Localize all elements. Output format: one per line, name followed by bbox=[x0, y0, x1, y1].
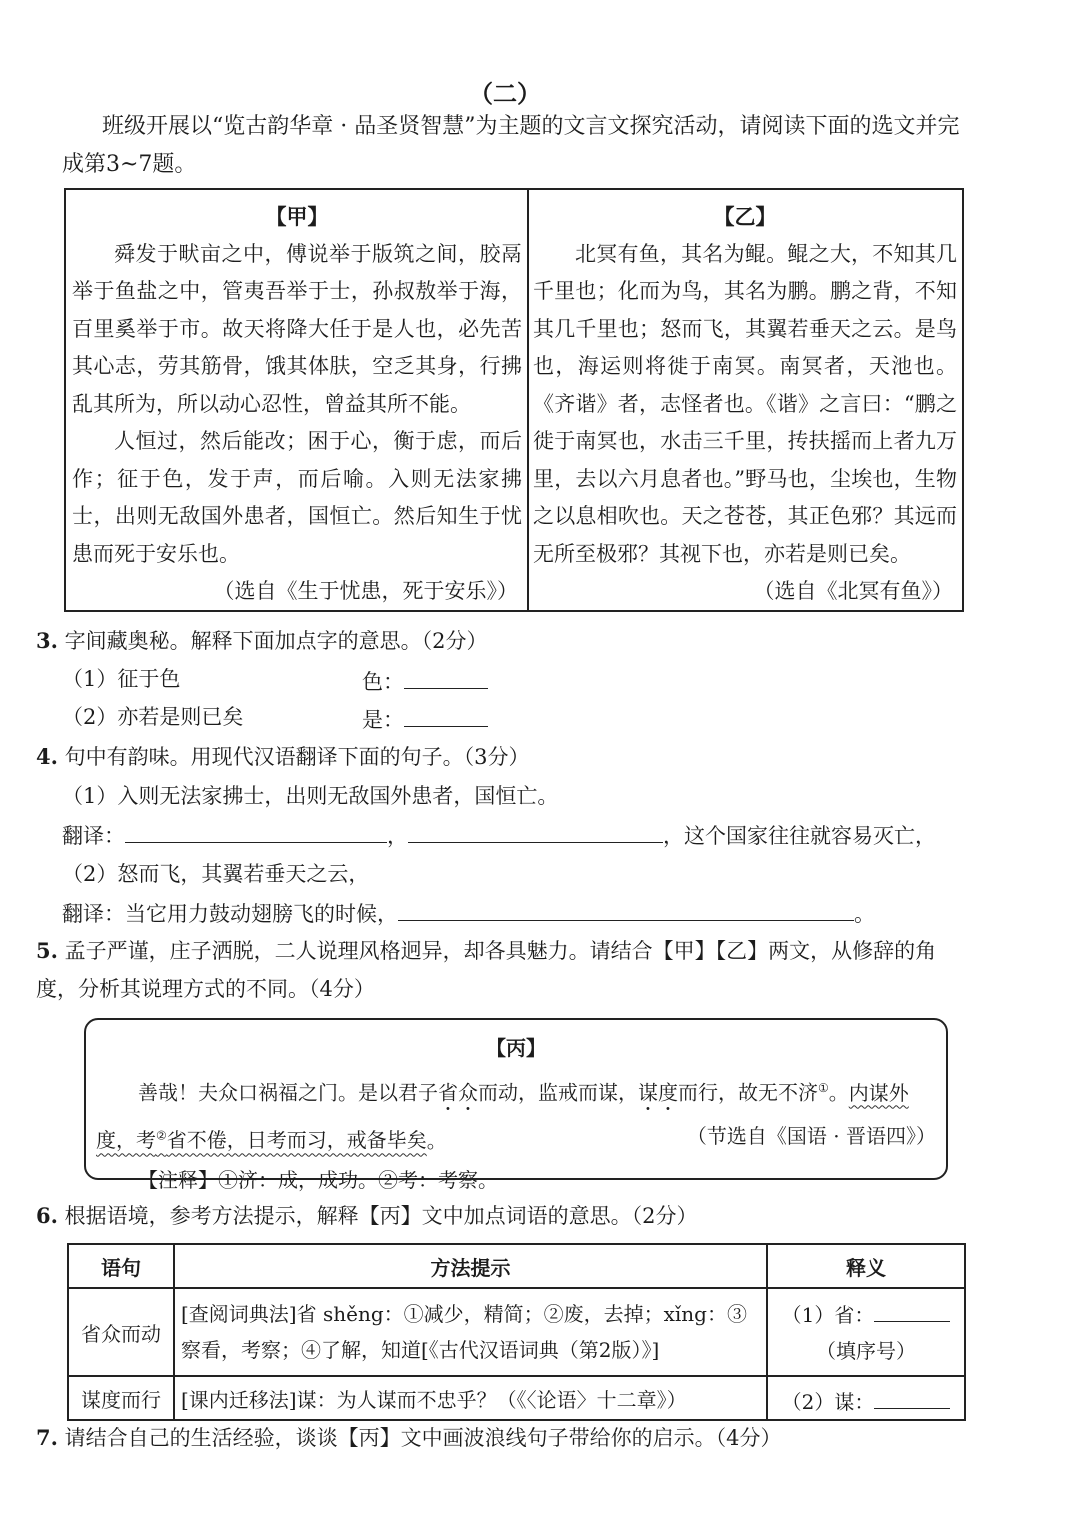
intro-text: 班级开展以“览古韵华章 · 品圣贤智慧”为主题的文言文探究活动，请阅读下面的选文并完成第3~7题。 bbox=[62, 114, 960, 177]
passage-bing bbox=[96, 1028, 936, 1200]
bing-text-e: 。 bbox=[426, 1128, 447, 1153]
question-6 bbox=[36, 1197, 976, 1235]
passage-bing-text bbox=[96, 1068, 936, 1160]
question-3-number: 3. bbox=[36, 628, 58, 653]
q4-translation2 bbox=[62, 894, 962, 933]
q4-translation2-end: 。 bbox=[854, 902, 875, 926]
header-sentence: 语句 bbox=[68, 1244, 174, 1288]
row1-hint: [查阅词典法]省 shěng：①减少，精简；②废，去掉；xǐng：③察看，考察；④了解，知道[《古代汉语词典（第2版）》] bbox=[174, 1288, 767, 1376]
q4-translation1-tail: ，这个国家往往就容易灭亡， bbox=[663, 824, 936, 848]
q3-answer1 bbox=[362, 662, 488, 701]
row1-answer bbox=[767, 1288, 965, 1376]
q3-item1: （1）征于色 bbox=[62, 667, 181, 691]
column-divider bbox=[527, 190, 529, 610]
q3-answer1-label: 色： bbox=[362, 670, 404, 694]
question-4-text: 句中有韵味。用现代汉语翻译下面的句子。（3分） bbox=[64, 745, 530, 769]
bing-text-c: 而行，故无不济 bbox=[678, 1080, 818, 1105]
table-row bbox=[68, 1288, 965, 1376]
row2-hint: [课内迁移法]谋：为人谋而不忠乎？（《〈论语〉十二章》） bbox=[174, 1376, 767, 1420]
header-hint: 方法提示 bbox=[174, 1244, 767, 1288]
bing-text-d: 。 bbox=[828, 1080, 849, 1105]
bing-dotted-word-1: 省众 bbox=[438, 1080, 478, 1105]
question-4-number: 4. bbox=[36, 744, 58, 769]
section-title: （二） bbox=[469, 79, 541, 108]
passage-bing-box bbox=[84, 1018, 948, 1193]
bing-text-b: 而动，监戒而谋， bbox=[478, 1080, 638, 1105]
passage-jia-para2: 人恒过，然后能改；困于心，衡于虑，而后作；征于色，发于声，而后喻。入则无法家拂士，出则无敌国外患者，国恒亡。然后知生于忧患而死于安乐也。 bbox=[72, 429, 522, 566]
row2-answer-label: （2）谋： bbox=[781, 1389, 875, 1414]
question-4 bbox=[36, 738, 976, 776]
q4-item2: （2）怒而飞，其翼若垂天之云， bbox=[62, 862, 370, 886]
bing-wavy-a: 内谋外度，考 bbox=[96, 1080, 909, 1153]
question-5-number: 5. bbox=[36, 938, 58, 963]
question-5 bbox=[36, 932, 976, 1008]
q3-answer2 bbox=[362, 700, 488, 739]
passage-yi-source: （选自《北冥有鱼》） bbox=[753, 579, 953, 603]
bing-dotted-word-2: 谋度 bbox=[638, 1080, 678, 1105]
q4-translation1 bbox=[62, 816, 962, 855]
passage-yi-para1: 北冥有鱼，其名为鲲。鲲之大，不知其几千里也；化而为鸟，其名为鹏。鹏之背，不知其几千里也；怒而飞，其翼若垂天之云。是鸟也，海运则将徙于南冥。南冥者，天池也。《齐谐》者，志怪者也。《谐》之言曰：“鹏之徙于南冥也，水击三千里，抟扶摇而上者九万里，去以六月息者也。”野马也，尘埃也，生物之以息相吹也。天之苍苍，其正色邪？其远而无所至极邪？其视下也，亦若是则已矣。 bbox=[533, 241, 957, 566]
question-3 bbox=[36, 622, 976, 660]
question-7-number: 7. bbox=[36, 1425, 58, 1450]
passage-jia-yi-box bbox=[64, 188, 964, 612]
passage-jia-source: （选自《生于忧患，死于安乐》） bbox=[213, 579, 518, 603]
question-6-number: 6. bbox=[36, 1203, 58, 1228]
bing-note-mark-2: ② bbox=[156, 1128, 167, 1143]
q3-answer2-blank[interactable] bbox=[404, 700, 488, 727]
q4-translation1-blank2[interactable] bbox=[408, 816, 663, 843]
question-5-text: 孟子严谨，庄子洒脱，二人说理风格迥异，却各具魅力。请结合【甲】【乙】两文，从修辞的角度，分析其说理方式的不同。（4分） bbox=[36, 939, 937, 1001]
passage-jia-para1: 舜发于畎亩之中，傅说举于版筑之间，胶鬲举于鱼盐之中，管夷吾举于士，孙叔敖举于海，百里奚举于市。故天将降大任于是人也，必先苦其心志，劳其筋骨，饿其体肤，空乏其身，行拂乱其所为，所以动心忍性，曾益其所不能。 bbox=[72, 241, 522, 416]
row1-answer-note: （填序号） bbox=[816, 1339, 916, 1363]
bing-note-mark-1: ① bbox=[818, 1081, 829, 1095]
q4-translation1-sep: ， bbox=[387, 824, 408, 848]
question-7 bbox=[36, 1419, 976, 1457]
passage-jia-heading: 【甲】 bbox=[265, 204, 329, 229]
row2-sentence: 谋度而行 bbox=[68, 1376, 174, 1420]
passage-bing-source: （节选自《国语 · 晋语四》） bbox=[686, 1123, 936, 1148]
method-table bbox=[67, 1243, 966, 1421]
q3-answer1-blank[interactable] bbox=[404, 662, 488, 689]
header-meaning: 释义 bbox=[767, 1244, 965, 1288]
intro-paragraph bbox=[62, 108, 972, 184]
passage-jia bbox=[72, 198, 522, 611]
row2-answer-blank[interactable] bbox=[874, 1382, 950, 1409]
question-6-text: 根据语境，参考方法提示，解释【丙】文中加点词语的意思。（2分） bbox=[64, 1204, 698, 1228]
method-table-header bbox=[68, 1244, 965, 1288]
passage-yi bbox=[533, 198, 957, 611]
table-row bbox=[68, 1376, 965, 1420]
q4-translation1-label: 翻译： bbox=[62, 824, 125, 848]
bing-wavy-b: 省不倦，日考而习，戒备毕矣 bbox=[166, 1128, 427, 1153]
passage-bing-notes: 【注释】①济：成，成功。②考：考察。 bbox=[138, 1168, 498, 1193]
q4-translation1-blank1[interactable] bbox=[125, 816, 387, 843]
q4-item1: （1）入则无法家拂士，出则无敌国外患者，国恒亡。 bbox=[62, 784, 559, 808]
row2-answer bbox=[767, 1376, 965, 1420]
q4-translation2-blank[interactable] bbox=[398, 894, 854, 921]
q4-translation2-text: 翻译：当它用力鼓动翅膀飞的时候， bbox=[62, 902, 398, 926]
q3-item2: （2）亦若是则已矣 bbox=[62, 705, 244, 729]
row1-answer-line bbox=[774, 1295, 958, 1333]
row1-answer-label: （1）省： bbox=[781, 1303, 875, 1327]
q3-answer2-label: 是： bbox=[362, 708, 404, 732]
row1-sentence: 省众而动 bbox=[68, 1288, 174, 1376]
question-3-text: 字间藏奥秘。解释下面加点字的意思。（2分） bbox=[64, 629, 488, 653]
passage-yi-heading: 【乙】 bbox=[713, 204, 777, 229]
row1-answer-blank[interactable] bbox=[874, 1295, 950, 1322]
question-7-text: 请结合自己的生活经验，谈谈【丙】文中画波浪线句子带给你的启示。（4分） bbox=[64, 1426, 782, 1450]
passage-bing-heading: 【丙】 bbox=[486, 1036, 546, 1060]
bing-text-a: 善哉！夫众口祸福之门。是以君子 bbox=[138, 1080, 438, 1105]
